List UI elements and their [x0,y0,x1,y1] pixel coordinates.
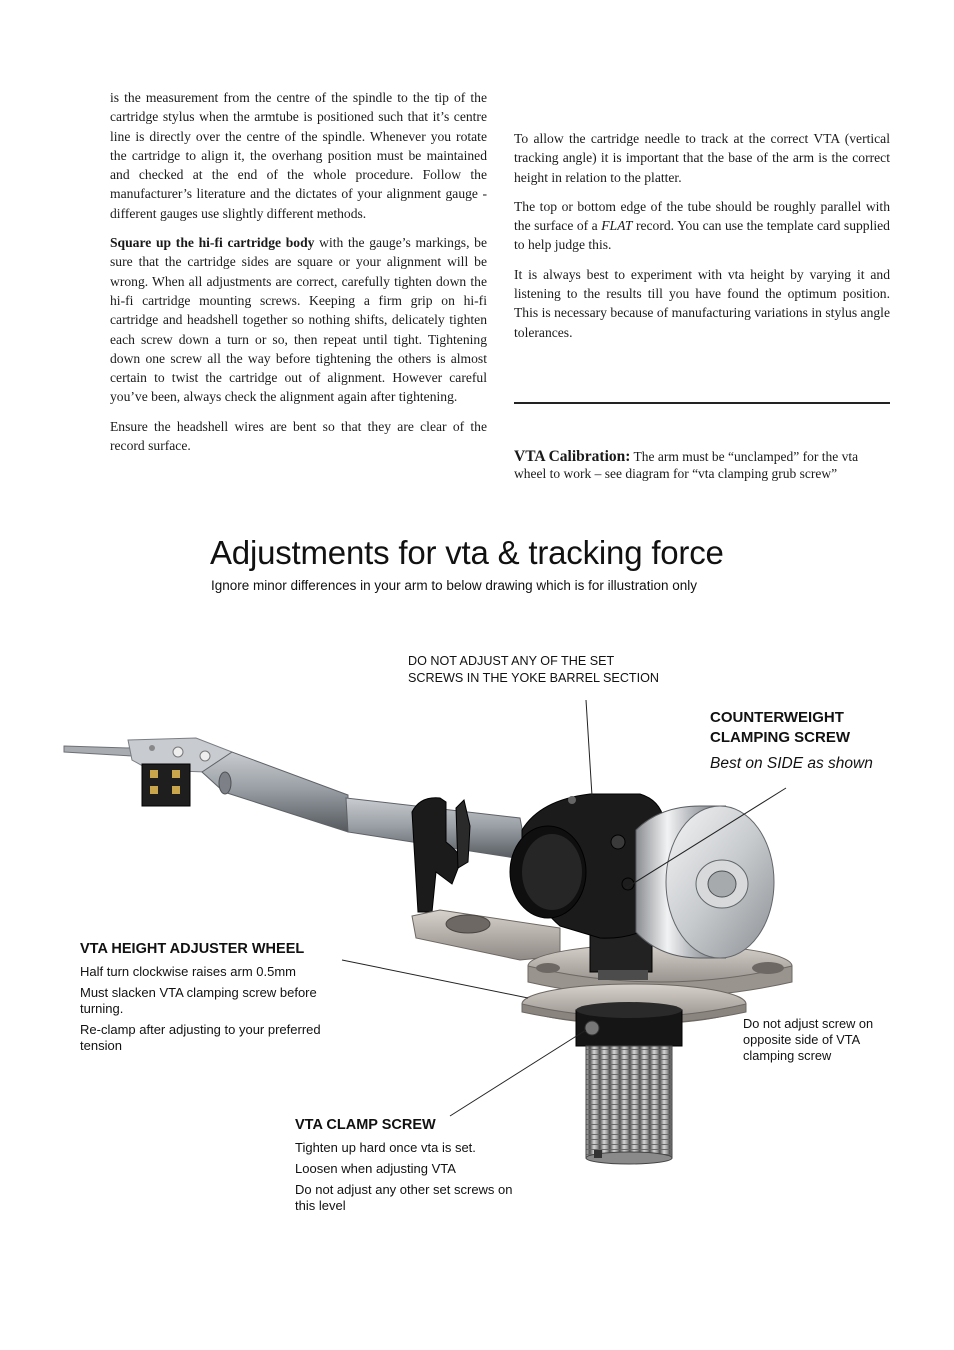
arm-rest [412,798,470,912]
threaded-stem [586,1046,672,1164]
counterweight-label [710,708,910,772]
vta-clamp-collar [576,1002,682,1046]
clamp-line: Tighten up hard once vta is set. [295,1140,476,1155]
cartridge [142,764,190,806]
opposite-screw-note: Do not adjust screw on opposite side of VTA clamping screw [743,1016,874,1063]
yoke-note-line-2: SCREWS IN THE YOKE BARREL SECTION [408,671,659,685]
square-up-lead: Square up the hi-fi cartridge body [110,235,315,251]
wheel-leader-line [342,960,528,998]
arm-tube [202,752,528,860]
vta-calibration-lead: VTA Calibration: [514,448,631,465]
headshell-wires-paragraph: Ensure the headshell wires are bent so that they are clear of the record surface. [110,418,487,454]
square-up-paragraph [110,233,487,407]
clamp-line: Do not adjust any other set screws on this level [295,1182,513,1213]
flat-emphasis: FLAT [601,218,633,234]
yoke-note-line-1: DO NOT ADJUST ANY OF THE SET [408,654,615,668]
tube-parallel-text-a: The top or bottom edge of the tube should be roughly parallel with the surface of a [514,198,890,234]
yoke-note [408,653,678,686]
wheel-line: Re-clamp after adjusting to your preferred tension [80,1022,321,1053]
wheel-heading: VTA HEIGHT ADJUSTER WHEEL [80,941,305,957]
square-up-text: with the gauge’s markings, be sure that the cartridge sides are square or your alignment will be wrong. When all adjustments are correct, carefully tighten down the hi-fi cartridge mounting screws. Keeping a firm grip on hi-fi cartridge and headshell together so nothing shifts, delicately tighten each screw down a turn or so, then repeat until tight. Tightening down one screw all the way before tightening the others is almost certain to twist the cartridge out of alignment. However careful you’ve been, always check the alignment again after tightening. [110,235,487,405]
diagram-title: Adjustments for vta & tracking force [210,534,724,571]
right-text-column [514,129,890,352]
diagram-subtitle: Ignore minor differences in your arm to below drawing which is for illustration only [211,578,697,593]
yoke-leader-line [586,700,592,796]
counterweight-subtext: Best on SIDE as shown [710,755,873,772]
clamp-line: Loosen when adjusting VTA [295,1161,456,1176]
tonearm-illustration [0,600,954,1200]
wheel-line: Must slacken VTA clamping screw before turning. [80,985,317,1016]
arm-base-plate [412,910,560,960]
clamp-label [295,1117,535,1214]
clamp-heading: VTA CLAMP SCREW [295,1117,436,1133]
vta-calibration-text: The arm must be “unclamped” for the vta wheel to work – see diagram for “vta clamping grub screw” [514,449,859,481]
overhang-paragraph: is the measurement from the centre of the spindle to the tip of the cartridge stylus when the armtube is positioned such that it’s centre line is directly over the centre of the spindle. Whenever you rotate the cartridge to align it, the overhang position must be maintained and checked at the end of the whole procedure. Follow the manufacturer’s literature and the dictates of your alignment gauge - different gauges use slightly different methods. [110,90,487,221]
wheel-line: Half turn clockwise raises arm 0.5mm [80,964,296,979]
tube-parallel-paragraph [514,197,890,255]
vta-calibration-note [514,448,890,482]
counterweight-heading-1: COUNTERWEIGHT [710,709,844,726]
clamp-leader-line [450,1030,586,1116]
vta-intro-paragraph: To allow the cartridge needle to track at the correct VTA (vertical tracking angle) it is important that the base of the arm is the correct height in relation to the platter. [514,131,890,185]
wheel-label [80,941,340,1054]
section-divider [514,402,890,404]
experiment-paragraph: It is always best to experiment with vta height by varying it and listening to the results till you have found the optimum position. This is necessary because of manufacturing variations in stylus angle tolerances. [514,266,890,340]
left-text-column [110,88,487,465]
counterweight [622,806,774,958]
counterweight-heading-2: CLAMPING SCREW [710,729,850,746]
tube-parallel-text-b: record. You can use the template card supplied to help judge this. [514,218,890,253]
